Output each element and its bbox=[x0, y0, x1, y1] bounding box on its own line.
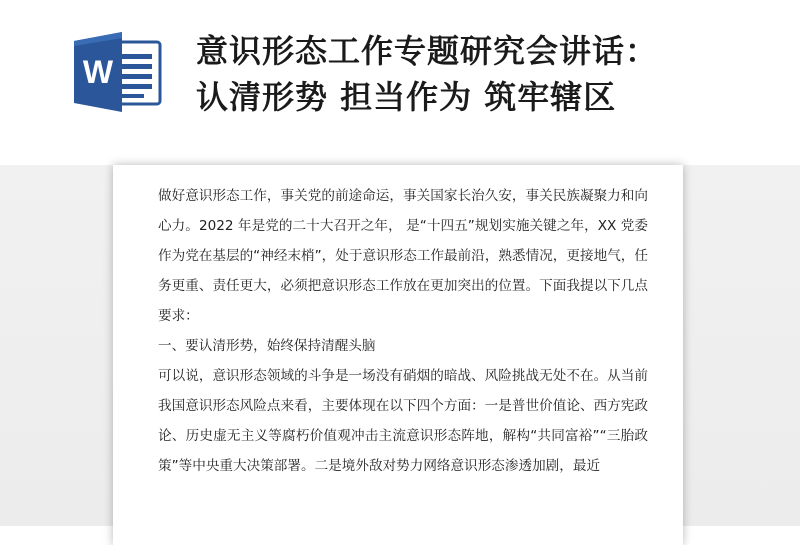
word-icon-letter: W bbox=[82, 54, 114, 90]
document-page bbox=[113, 165, 683, 545]
paragraph-section-1: 可以说，意识形态领域的斗争是一场没有硝烟的暗战、风险挑战无处不在。从当前我国意识形态风险点来看，主要体现在以下四个方面：一是普世价值论、西方宪政论、历史虚无主义等腐朽价值观冲击主流意识形态阵地，解构“共同富裕”“三胎政策”等中央重大决策部署。二是境外敌对势力网络意识形态渗透加剧，最近 bbox=[158, 368, 648, 474]
document-body bbox=[158, 181, 648, 481]
document-title bbox=[196, 28, 658, 120]
paragraph-intro: 做好意识形态工作，事关党的前途命运，事关国家长治久安，事关民族凝聚力和向心力。2022 年是党的二十大召开之年， 是“十四五”规划实施关键之年，XX 党委作为党在基层的“神经末梢”，处于意识形态工作最前沿，熟悉情况，更接地气，任务更重、责任更大，必须把意识形态工作放在更加突出的位置。下面我提以下几点要求： bbox=[158, 188, 648, 324]
section-heading-1: 一、要认清形势，始终保持清醒头脑 bbox=[158, 338, 376, 354]
title-line-1: 意识形态工作专题研究会讲话： bbox=[196, 32, 659, 70]
title-line-2: 认清形势 担当作为 筑牢辖区 bbox=[196, 78, 617, 116]
word-document-icon bbox=[72, 32, 164, 112]
